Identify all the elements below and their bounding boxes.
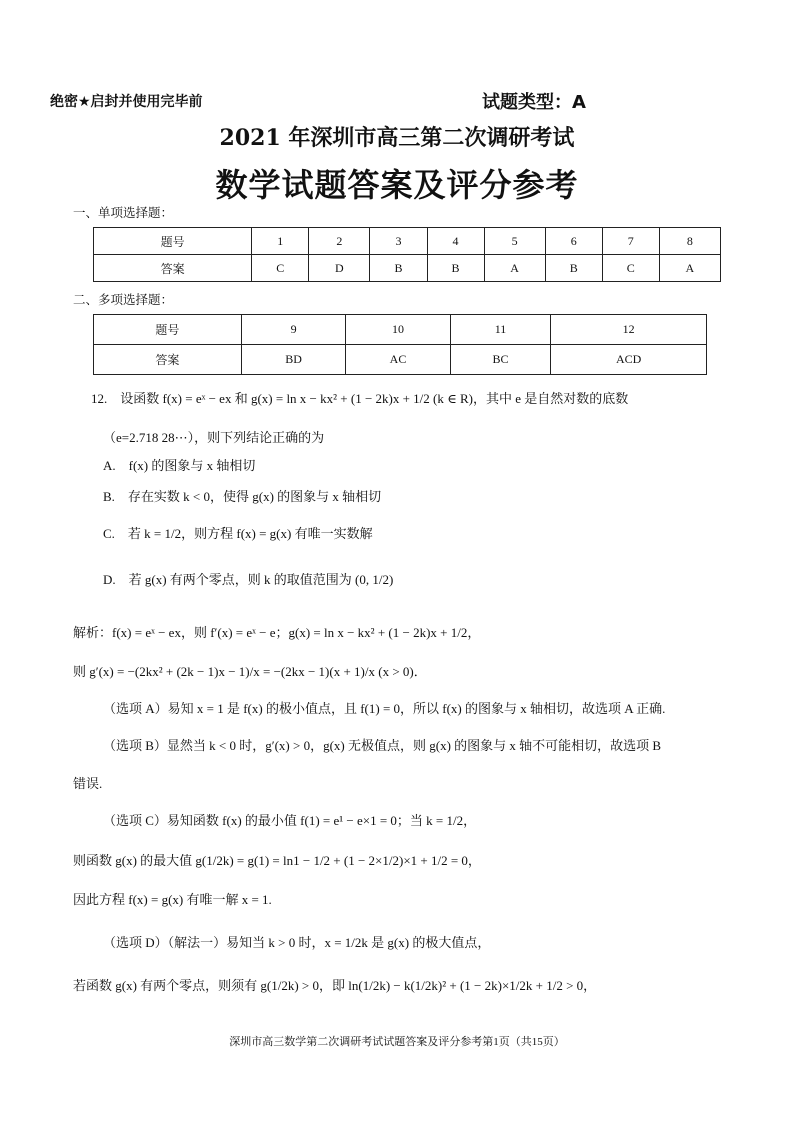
confidential-label: 绝密★启封并使用完毕前 <box>50 94 203 110</box>
question-number: 7 <box>602 228 659 255</box>
solution-line: （选项 D）（解法一）易知当 k > 0 时，x = 1/2k 是 g(x) 的极大值点， <box>103 935 491 950</box>
single-choice-answer-table <box>93 227 721 282</box>
question-number: 6 <box>545 228 602 255</box>
solution-line: 解析：f(x) = eˣ − ex，则 f′(x) = eˣ − e；g(x) = ln x − kx² + (1 − 2k)x + 1/2， <box>73 625 481 640</box>
q12-stem: 12. 设函数 f(x) = eˣ − ex 和 g(x) = ln x − kx² + (1 − 2k)x + 1/2 (k ∈ R)，其中 e 是自然对数的底数 <box>91 391 629 406</box>
q12-option-d: D. 若 g(x) 有两个零点，则 k 的取值范围为 (0, 1/2) <box>103 572 394 587</box>
q12-option-b: B. 存在实数 k < 0，使得 g(x) 的图象与 x 轴相切 <box>103 489 382 504</box>
question-number: 1 <box>252 228 309 255</box>
answer-cell: A <box>659 255 720 282</box>
q12-option-a: A. f(x) 的图象与 x 轴相切 <box>103 458 256 473</box>
question-number: 3 <box>370 228 427 255</box>
section2-heading: 二、多项选择题： <box>73 292 174 307</box>
multi-choice-answer-table <box>93 314 707 375</box>
question-number: 8 <box>659 228 720 255</box>
row-label: 答案 <box>94 255 252 282</box>
answer-cell: B <box>545 255 602 282</box>
solution-line: 因此方程 f(x) = g(x) 有唯一解 x = 1. <box>73 892 272 907</box>
question-number: 9 <box>241 315 345 345</box>
answer-cell: D <box>309 255 370 282</box>
answer-cell: B <box>370 255 427 282</box>
row-label: 题号 <box>94 228 252 255</box>
answer-cell: BD <box>241 345 345 375</box>
solution-line: （选项 C）易知函数 f(x) 的最小值 f(1) = e¹ − e×1 = 0；当 k = 1/2， <box>103 813 477 828</box>
table-row <box>94 345 707 375</box>
row-label: 题号 <box>94 315 242 345</box>
question-number: 12 <box>551 315 707 345</box>
page-footer: 深圳市高三数学第二次调研考试试题答案及评分参考第1页（共15页） <box>229 1036 565 1048</box>
document-title: 数学试题答案及评分参考 <box>215 166 579 204</box>
answer-cell: C <box>602 255 659 282</box>
answer-cell: C <box>252 255 309 282</box>
question-number: 5 <box>484 228 545 255</box>
exam-title: 2021 年深圳市高三第二次调研考试 <box>219 125 575 151</box>
solution-line: 则 g′(x) = −(2kx² + (2k − 1)x − 1)/x = −(2kx − 1)(x + 1)/x (x > 0)． <box>73 664 427 679</box>
solution-line: 错误. <box>73 776 103 791</box>
table-row <box>94 255 721 282</box>
table-row <box>94 315 707 345</box>
exam-type-label: 试题类型：A <box>482 92 586 113</box>
row-label: 答案 <box>94 345 242 375</box>
solution-line: 若函数 g(x) 有两个零点，则须有 g(1/2k) > 0，即 ln(1/2k) − k(1/2k)² + (1 − 2k)×1/2k + 1/2 > 0， <box>73 978 597 993</box>
question-number: 10 <box>346 315 450 345</box>
section1-heading: 一、单项选择题： <box>73 205 174 220</box>
q12-option-c: C. 若 k = 1/2，则方程 f(x) = g(x) 有唯一实数解 <box>103 526 373 541</box>
answer-cell: B <box>427 255 484 282</box>
table-row <box>94 228 721 255</box>
solution-line: 则函数 g(x) 的最大值 g(1/2k) = g(1) = ln1 − 1/2 + (1 − 2×1/2)×1 + 1/2 = 0， <box>73 853 481 868</box>
answer-cell: AC <box>346 345 450 375</box>
question-number: 4 <box>427 228 484 255</box>
answer-cell: ACD <box>551 345 707 375</box>
answer-cell: BC <box>450 345 551 375</box>
q12-stem-cont: （e=2.718 28⋯），则下列结论正确的为 <box>103 430 325 445</box>
solution-line: （选项 A）易知 x = 1 是 f(x) 的极小值点，且 f(1) = 0，所以 f(x) 的图象与 x 轴相切，故选项 A 正确. <box>103 701 666 716</box>
question-number: 2 <box>309 228 370 255</box>
answer-cell: A <box>484 255 545 282</box>
question-number: 11 <box>450 315 551 345</box>
solution-line: （选项 B）显然当 k < 0 时，g′(x) > 0，g(x) 无极值点，则 g(x) 的图象与 x 轴不可能相切，故选项 B <box>103 738 662 753</box>
